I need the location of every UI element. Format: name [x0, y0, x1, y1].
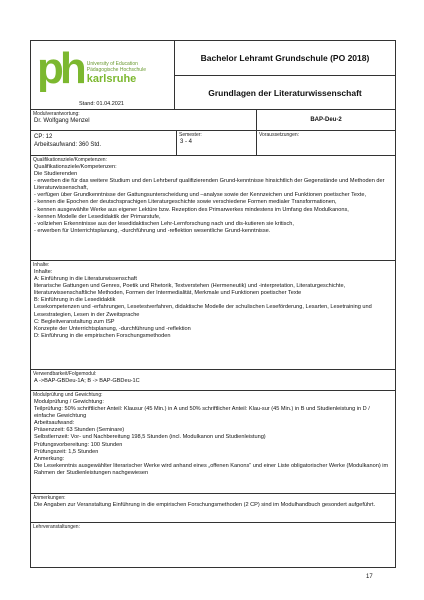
university-logo — [37, 44, 146, 93]
courses-label: Lehrveranstaltungen: — [33, 524, 80, 530]
logo-name: karlsruhe — [86, 73, 137, 85]
module-title: Grundlagen der Literaturwissenschaft — [208, 87, 362, 98]
logo-text — [87, 61, 146, 85]
responsible-row — [31, 110, 395, 131]
page-number: 17 — [366, 574, 373, 580]
logo-small-2: Pädagogische Hochschule — [86, 67, 146, 73]
prereq-label: Voraussetzungen: — [259, 132, 300, 138]
usage-cell — [31, 370, 395, 390]
notes-row — [31, 494, 395, 523]
qualification-text: Qualifikationsziele/Kompetenzen: Die Studierenden - erwerben die für das weitere Studium und den Lehrberuf qualifizierenden Grund-kenntnisse hinsichtlich der Gegenstände und Methoden der Literaturwissenschaft, - verfügen über Grundkenntnisse der Gattungsunterscheidung und –analyse sowie der Kennzeichen und Funktionen poetischer Texte, - kennen die Epochen der deutschsprachigen Literaturgeschichte sowie verschiedene Formen medialer Transformationen, - kennen ausgewählte Werke aus eigener Lektüre bzw. Rezeption des Primarwerkes mindestens im Umfang des Modulkanons, - kennen Modelle der Lesedidaktik der Primarstufe, - vollziehen Erkenntnisse aus der lesedidaktischen Lehr-Lernforschung nach und dis-kutieren sie kritisch, - erwerben für Unterrichtsplanung, -durchführung und -reflektion wesentliche Grund-kenntnisse. — [34, 164, 385, 234]
workload: Arbeitsaufwand: 360 Std. — [34, 142, 102, 148]
logo-cell — [31, 41, 175, 109]
ph-logo-icon: ph — [37, 44, 83, 93]
courses-row — [31, 523, 395, 567]
module-sheet — [30, 40, 396, 568]
usage-label: Verwendbarkeit/Folgemodul: — [33, 371, 97, 377]
prereq-cell — [257, 131, 395, 155]
content-label: Inhalte: — [33, 262, 50, 268]
responsible-cell — [31, 110, 257, 130]
program-title: Bachelor Lehramt Grundschule (PO 2018) — [175, 41, 395, 76]
courses-cell — [31, 523, 395, 567]
content-cell — [31, 261, 395, 369]
content-text: Inhalte: A: Einführung in die Literaturwissenschaft literarische Gattungen und Genres, Poetik und Rhetorik, Textverstehen (Hermeneutik) und -interpretation, Literaturgeschichte, literaturwissenschaftliche Methoden, Formen der Intermedialität, Merkmale und Funktionen poetischer Texte B: Einführung in die Lesedidaktik Lesekompetenzen und -erfahrungen, Lesetestverfahren, didaktische Modelle der schulischen Leseförderung, Lesarten, Lesetraining und Lesestrategien, Lesen in der Zweitsprache C: Begleitveranstaltung zum ISP Konzepte der Unterrichtsplanung, -durchführung und -reflektion D: Einführung in die empirischen Forschungsmethoden — [34, 269, 372, 339]
qualification-row — [31, 156, 395, 261]
module-code: BAP-Deu-2 — [310, 117, 342, 123]
semester-cell — [177, 131, 257, 155]
notes-cell — [31, 494, 395, 522]
responsible-name: Dr. Wolfgang Menzel — [34, 118, 90, 124]
stand-date: Stand: 01.04.2021 — [79, 101, 124, 107]
logo-small-1: University of Education — [86, 61, 138, 67]
exam-cell — [31, 391, 395, 493]
content-row — [31, 261, 395, 370]
module-code-cell — [257, 110, 395, 130]
semester-value: 3 - 4 — [180, 139, 193, 145]
qualification-label: Qualifikationsziele/Kompetenzen: — [33, 157, 107, 163]
usage-row — [31, 370, 395, 391]
header-row — [31, 41, 395, 110]
exam-label: Modulprüfung und Gewichtung: — [33, 392, 103, 398]
exam-row — [31, 391, 395, 494]
meta-row — [31, 131, 395, 156]
exam-text: Modulprüfung / Gewichtung: Teilprüfung: 50% schriftlicher Anteil: Klausur (45 Min.) in A und 50% schriftlicher Anteil: Klau-sur (45 Min.) in B und Studienleistung in D / einfache Gewichtung Arbeitsaufwand: Präsenzzeit: 63 Stunden (Seminare) Selbstlernzeit: Vor- und Nachbereitung 198,5 Stunden (incl. Modulkanon und Studienleistung) Prüfungsvorbereitung: 100 Stunden Prüfungszeit: 1,5 Stunden Anmerkung: Die Lesekenntnis ausgewählter literarischer Werke wird anhand eines „offenen Kanons“ und einer Liste obligatorischer Werke (Modulkanon) im Rahmen der Studienleistungen nachgewiesen — [34, 399, 389, 476]
semester-label: Semester: — [179, 132, 202, 138]
qualification-cell — [31, 156, 395, 260]
usage-text: A ->BAP-GBDeu-1A; B -> BAP-GBDeu-1C — [34, 378, 140, 384]
credit-points: CP: 12 — [34, 134, 53, 140]
notes-label: Anmerkungen: — [33, 495, 66, 501]
notes-text: Die Angaben zur Veranstaltung Einführung in die empirischen Forschungsmethoden (2 CP) sind im Modulhandbuch gesondert aufgeführt. — [34, 502, 376, 508]
cp-cell — [31, 131, 177, 155]
title-cell — [175, 41, 395, 109]
courses-text — [31, 530, 395, 533]
responsible-label: Modulverantwortung: — [33, 111, 80, 117]
